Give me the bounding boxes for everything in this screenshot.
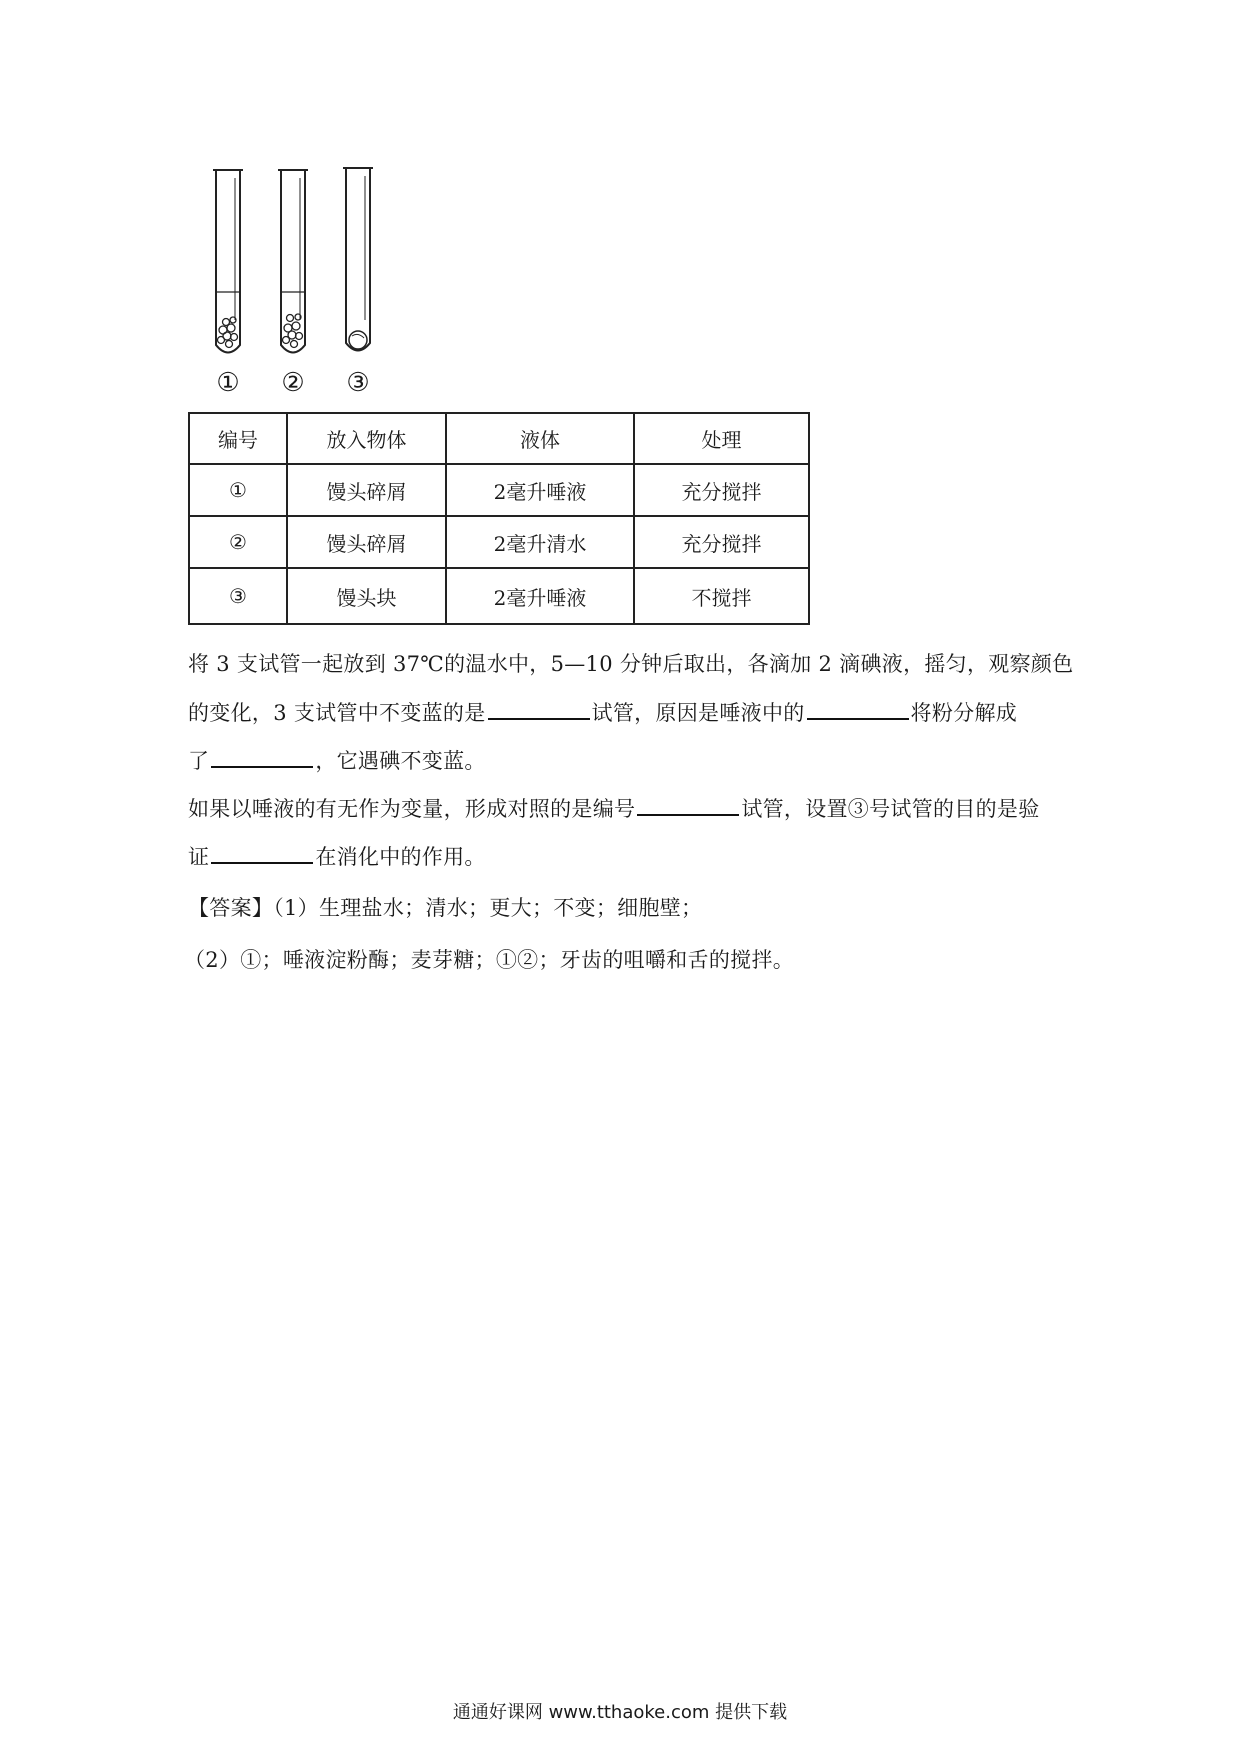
test-tube-1: [213, 170, 243, 353]
table-cell: 不搅拌: [634, 568, 809, 624]
tube-label-3: ③: [346, 368, 370, 398]
question-line-2: [188, 696, 1017, 727]
question-text: 如果以唾液的有无作为变量，形成对照的是编号: [188, 797, 636, 821]
test-tube-3: [343, 168, 373, 351]
header-treatment: 处理: [634, 413, 809, 464]
header-number: 编号: [189, 413, 287, 464]
question-text: 试管，设置③号试管的目的是验: [741, 797, 1040, 821]
question-line-1: [188, 648, 1073, 678]
answer-blank-2[interactable]: [807, 696, 909, 720]
question-line-3: [188, 744, 486, 775]
answer-blank-3[interactable]: [211, 744, 313, 768]
question-text: ，它遇碘不变蓝。: [315, 749, 486, 773]
question-text: 将 3 支试管一起放到 37℃的温水中，5—10 分钟后取出，各滴加 2 滴碘液，摇匀，观察颜色: [188, 652, 1074, 676]
table-row: [189, 464, 809, 516]
tube-label-1: ①: [216, 368, 240, 398]
header-liquid: 液体: [446, 413, 634, 464]
test-tubes-illustration: [205, 160, 425, 370]
table-cell: ②: [189, 516, 287, 568]
tube-label-2: ②: [281, 368, 305, 398]
test-tube-2: [278, 170, 308, 353]
table-cell: 2毫升清水: [446, 516, 634, 568]
table-cell: 充分搅拌: [634, 464, 809, 516]
question-line-5: [188, 840, 486, 871]
answer-blank-1[interactable]: [488, 696, 590, 720]
answer-line-1: 【答案】（1）生理盐水；清水；更大；不变；细胞壁；: [188, 896, 703, 920]
table-cell: 充分搅拌: [634, 516, 809, 568]
table-cell: 馒头碎屑: [287, 464, 446, 516]
test-tube-figure: [205, 160, 425, 405]
table-row: [189, 516, 809, 568]
question-text: 的变化，3 支试管中不变蓝的是: [188, 701, 486, 725]
answer-blank-5[interactable]: [211, 840, 313, 864]
table-cell: 馒头块: [287, 568, 446, 624]
question-text: 试管，原因是唾液中的: [591, 701, 805, 725]
question-text: 了: [188, 749, 210, 773]
table-cell: ③: [189, 568, 287, 624]
table-row: [189, 568, 809, 624]
question-text: 在消化中的作用。: [315, 845, 486, 869]
question-text: 证: [188, 845, 210, 869]
header-object: 放入物体: [287, 413, 446, 464]
table-cell: ①: [189, 464, 287, 516]
answer-blank-4[interactable]: [637, 792, 739, 816]
table-cell: 2毫升唾液: [446, 568, 634, 624]
table-cell: 2毫升唾液: [446, 464, 634, 516]
question-text: 将粉分解成: [910, 701, 1018, 725]
experiment-table: [188, 412, 810, 625]
table-cell: 馒头碎屑: [287, 516, 446, 568]
question-line-4: [188, 792, 1040, 823]
page-footer: 通通好课网 www.tthaoke.com 提供下载: [452, 1702, 788, 1723]
table-header-row: [189, 413, 809, 464]
answer-line-2: （2）①；唾液淀粉酶；麦芽糖；①②；牙齿的咀嚼和舌的搅拌。: [184, 948, 795, 972]
